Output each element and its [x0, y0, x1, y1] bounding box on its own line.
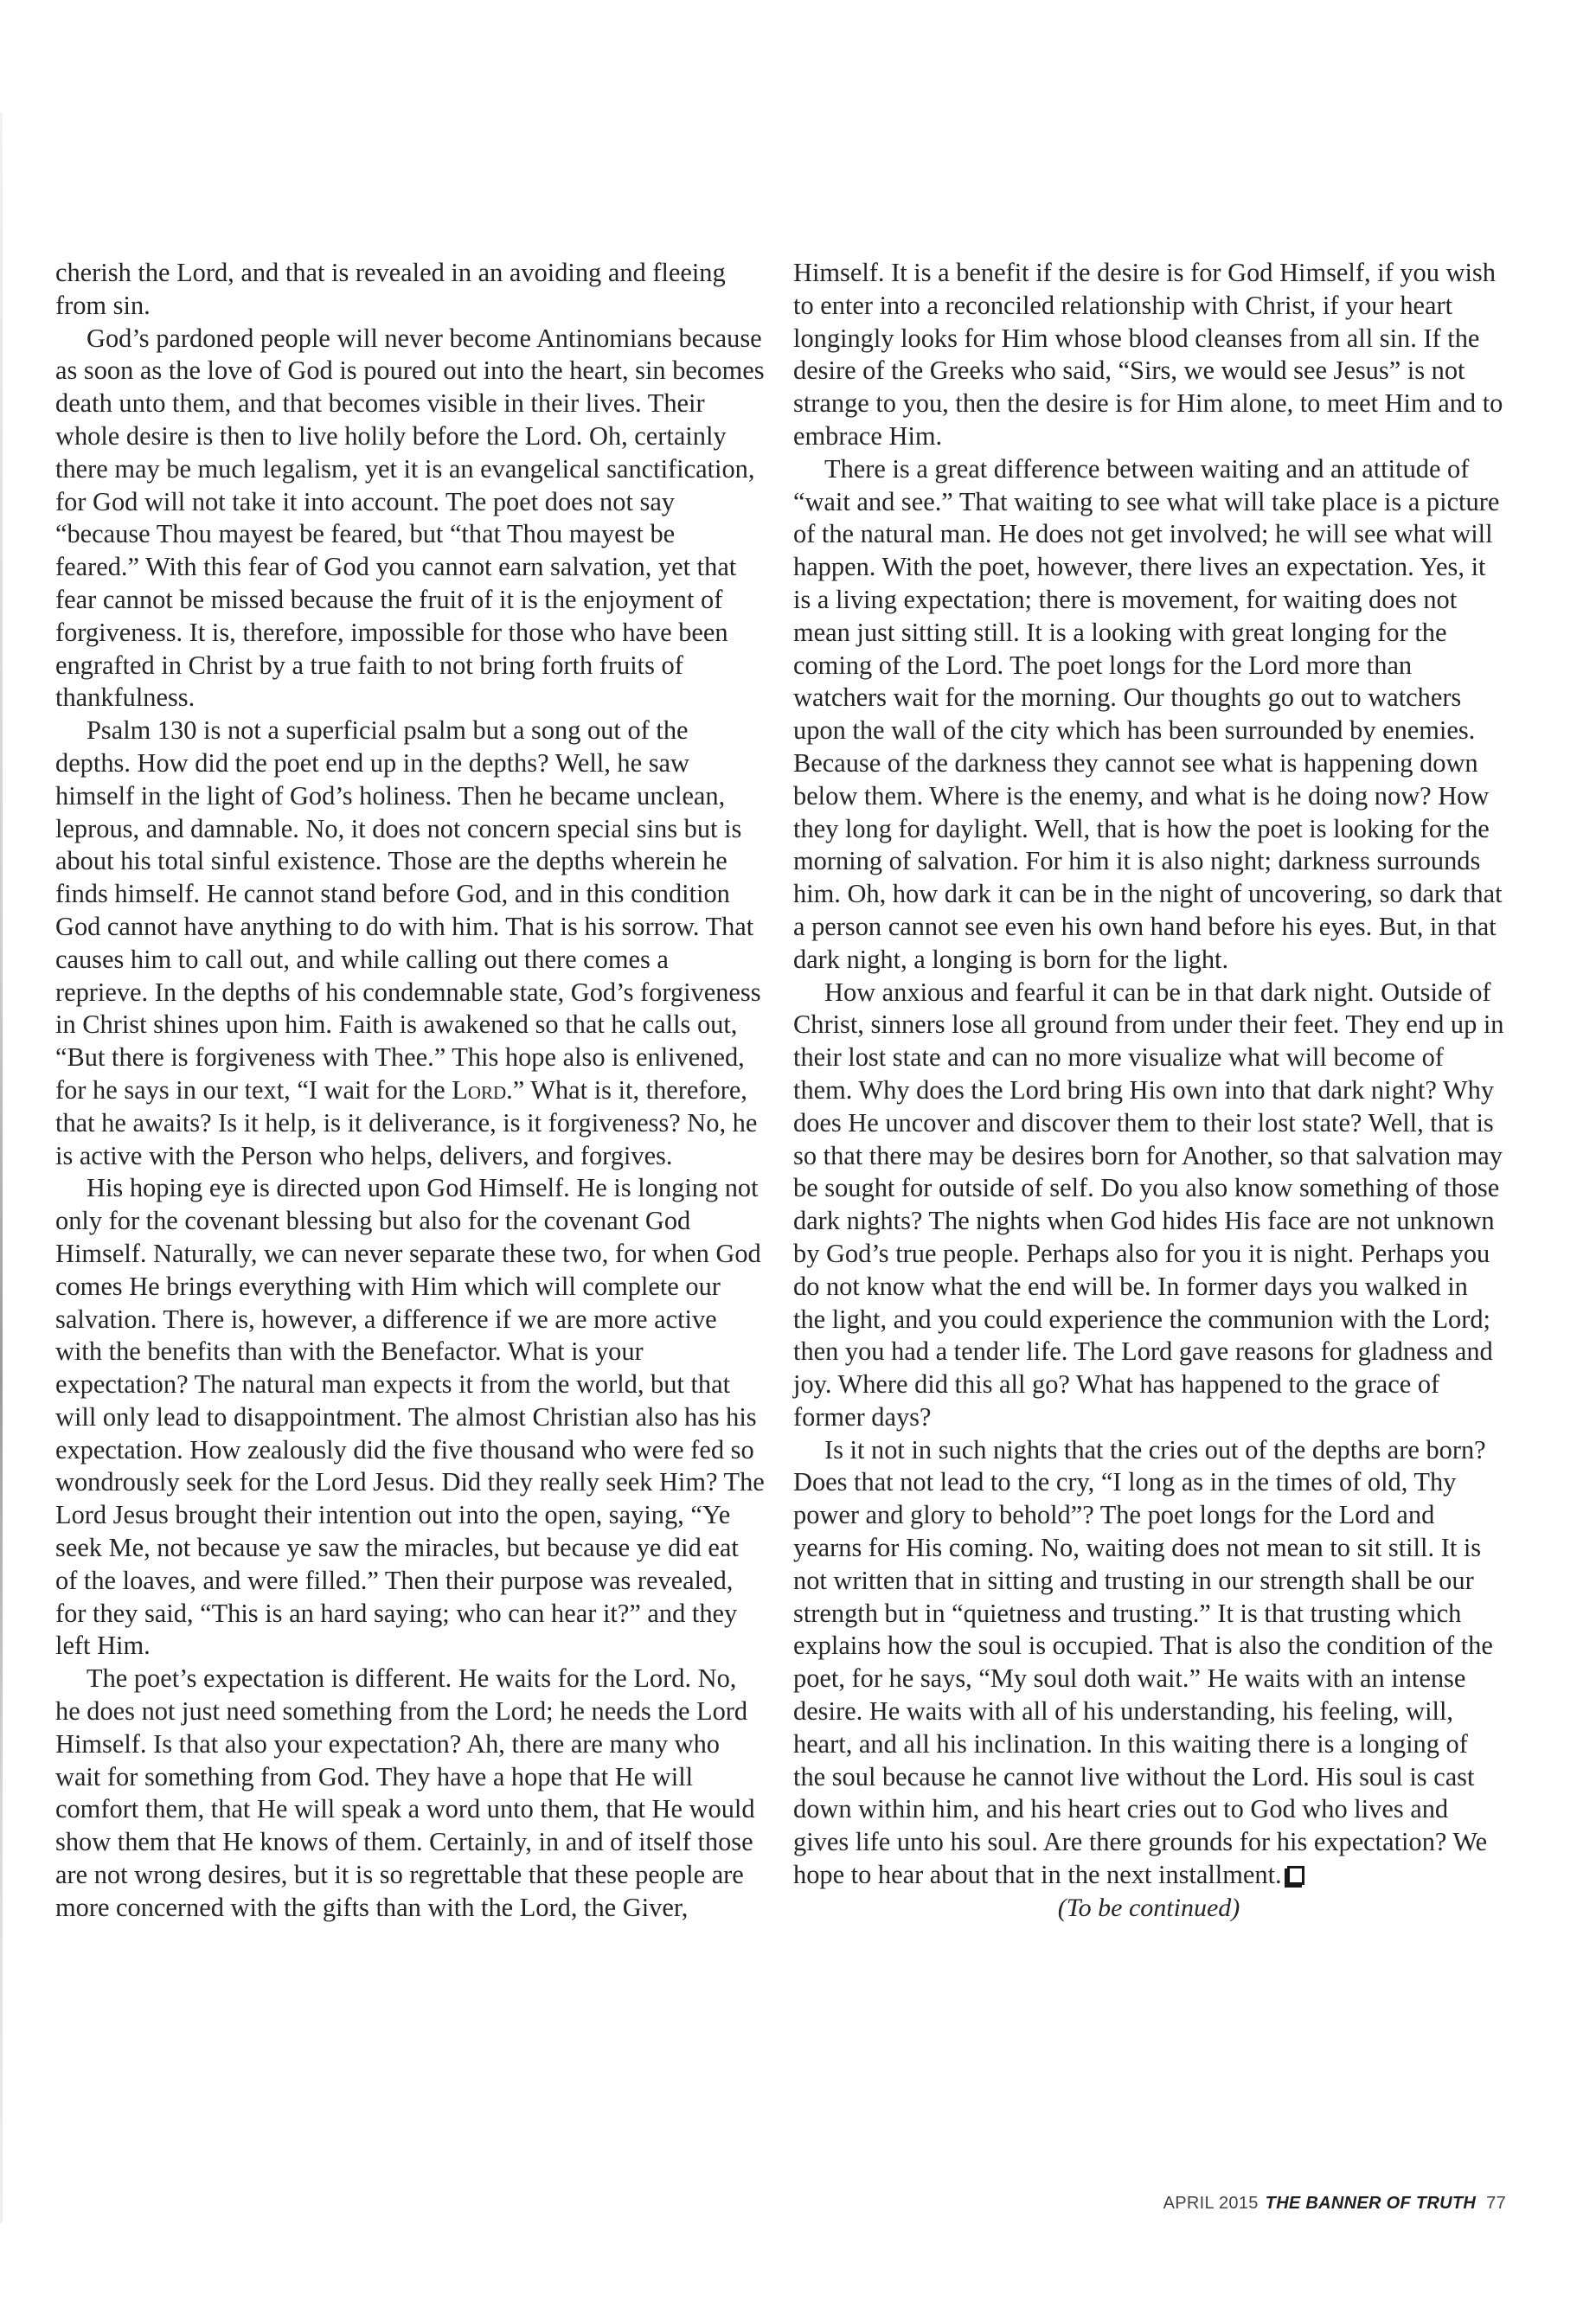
paragraph: Psalm 130 is not a superficial psalm but a song out of the depths. How did the poet end up in the depths? Well, he saw himself in the light of God’s holiness. Then he became unclean, leprous, and damnable. No, it does not concern special sins but is about his total sinful existence. Those are the depths wherein he finds himself. He cannot stand before God, and in this condition God cannot have anything to do with him. That is his sorrow. That causes him to call out, and while calling out there comes a reprieve. In the depths of his condemnable state, God’s forgiveness in Christ shines upon him. Faith is awakened so that he calls out, “But there is forgiveness with Thee.” This hope also is enlivened, for he says in our text, “I wait for the Lord.” What is it, therefore, that he awaits? Is it help, is it deliverance, is it forgiveness? No, he is active with the Person who helps, delivers, and forgives.	[55, 715, 761, 1170]
paragraph-final	[793, 1434, 1504, 1892]
continued-note: (To be continued)	[1057, 1893, 1240, 1922]
paragraph: God’s pardoned people will never become Antinomians because as soon as the love of God is poured out into the heart, sin becomes death unto them, and that becomes visible in their lives. Their whole desire is then to live holily before the Lord. Oh, certainly there may be much legalism, yet it is an evangelical sanctification, for God will not take it into account. The poet does not say “because Thou mayest be feared, but “that Thou mayest be feared.” With this fear of God you cannot earn salvation, yet that fear cannot be missed because the fruit of it is the enjoyment of forgiveness. It is, therefore, impossible for those who have been engrafted in Christ by a true faith to not bring forth fruits of thankfulness.	[55, 323, 765, 713]
end-of-article-icon	[1287, 1866, 1304, 1885]
left-column	[55, 257, 765, 1925]
page-footer	[1163, 2194, 1506, 2214]
paragraph: His hoping eye is directed upon God Himself. He is longing not only for the covenant blessing but also for the covenant God Himself. Naturally, we can never separate these two, for when God comes He brings everything with Him which will complete our salvation. There is, however, a difference if we are more active with the benefits than with the Benefactor. What is your expectation? The natural man expects it from the world, but that will only lead to disappointment. The almost Christian also has his expectation. How zealously did the five thousand who were fed so wondrously seek for the Lord Jesus. Did they really seek Him? The Lord Jesus brought their intention out into the open, saying, “Ye seek Me, not because ye saw the miracles, but because ye did eat of the loaves, and were filled.” Then their purpose was revealed, for they said, “This is an hard saying; who can hear it?” and they left Him.	[55, 1173, 765, 1661]
scan-edge	[0, 112, 3, 2223]
paragraph: The poet’s expectation is different. He waits for the Lord. No, he does not just need something from the Lord; he needs the Lord Himself. Is that also your expectation? Ah, there are many who wait for something from God. They have a hope that He will comfort them, that He will speak a word unto them, that He would show them that He knows of them. Certainly, in and of itself those are not wrong desires, but it is so regrettable that these people are more concerned with the gifts than with the Lord, the Giver,	[55, 1663, 755, 1922]
paragraph-text: Is it not in such nights that the cries out of the depths are born? Does that not lead to the cry, “I long as in the times of old, Thy power and glory to behold”? The poet longs for the Lord and yearns for His coming. No, waiting does not mean to sit still. It is not written that in sitting and trusting in our strength shall be our strength but in “quietness and trusting.” It is that trusting which explains how the soul is occupied. That is also the condition of the poet, for he says, “My soul doth wait.” He waits with an intense desire. He waits with all of his understanding, his feeling, will, heart, and all his inclination. In this waiting there is a longing of the soul because he cannot live without the Lord. His soul is cast down within him, and his heart cries out to God who lives and gives life unto his soul. Are there grounds for his expectation? We hope to hear about that in the next installment.	[793, 1434, 1493, 1890]
small-caps-lord: Lord	[452, 1074, 507, 1105]
paragraph: cherish the Lord, and that is revealed in an avoiding and fleeing from sin.	[55, 258, 726, 320]
page-number: 77	[1486, 2194, 1506, 2213]
paragraph: Himself. It is a benefit if the desire is for God Himself, if you wish to enter into a reconciled relationship with Christ, if your heart longingly looks for Him whose blood cleanses from all sin. If the desire of the Greeks who said, “Sirs, we would see Jesus” is not strange to you, then the desire is for Him alone, to meet Him and to embrace Him.	[793, 258, 1503, 451]
paragraph: There is a great difference between waiting and an attitude of “wait and see.” That waiting to see what will take place is a picture of the natural man. He does not get involved; he will see what will happen. With the poet, however, there lives an expectation. Yes, it is a living expectation; there is movement, for waiting does not mean just sitting still. It is a looking with great longing for the coming of the Lord. The poet longs for the Lord more than watchers wait for the morning. Our thoughts go out to watchers upon the wall of the city which has been surrounded by enemies. Because of the darkness they cannot see what is happening down below them. Where is the enemy, and what is he doing now? How they long for daylight. Well, that is how the poet is looking for the morning of salvation. For him it is also night; darkness surrounds him. Oh, how dark it can be in the night of uncovering, so dark that a person cannot see even his own hand before his eyes. But, in that dark night, a longing is born for the light.	[793, 453, 1503, 974]
issue-date: APRIL 2015	[1163, 2194, 1259, 2213]
right-column	[793, 257, 1504, 1925]
paragraph: How anxious and fearful it can be in that dark night. Outside of Christ, sinners lose all ground from under their feet. They end up in their lost state and can no more visualize what will become of them. Why does the Lord bring His own into that dark night? Why does He uncover and discover them to their lost state? Well, that is so that there may be desires born for Another, so that salvation may be sought for outside of self. Do you also know something of those dark nights? The nights when God hides His face are not unknown by God’s true people. Perhaps also for you it is night. Perhaps you do not know what the end will be. In former days you walked in the light, and you could experience the communion with the Lord; then you had a tender life. The Lord gave reasons for gladness and joy. Where did this all go? What has happened to the grace of former days?	[793, 977, 1504, 1432]
magazine-title: THE BANNER OF TRUTH	[1265, 2194, 1477, 2213]
